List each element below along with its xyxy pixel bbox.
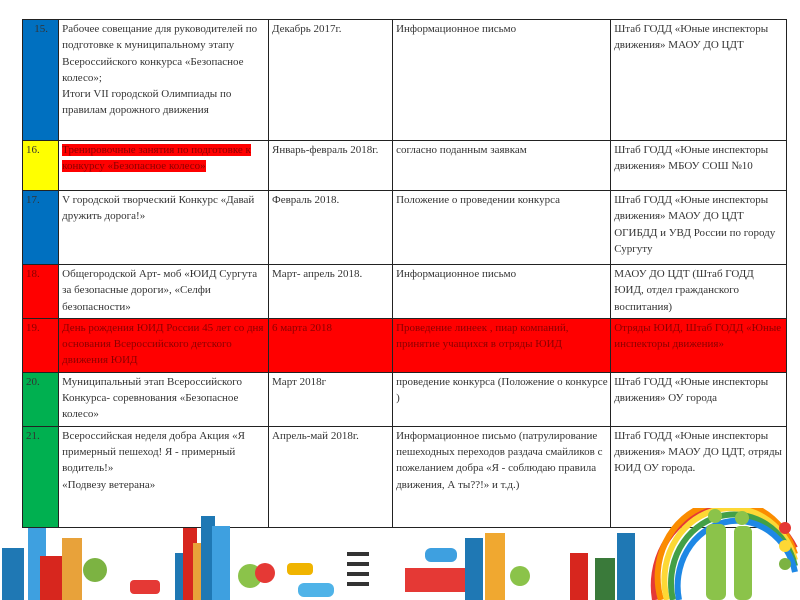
table-row <box>23 372 787 426</box>
events-table <box>22 19 787 528</box>
event-text: Всероссийская неделя добра Акция «Я примерный пешеход! Я - примерный водитель!» <box>62 429 245 475</box>
form-cell: Информационное письмо <box>393 265 611 319</box>
table-row <box>23 318 787 372</box>
city-skyline-illustration <box>0 508 800 600</box>
date-cell: Декабрь 2017г. <box>269 20 393 141</box>
responsible-cell: МАОУ ДО ЦДТ (Штаб ГОДД ЮИД, отдел гражданского воспитания) <box>611 265 787 319</box>
form-cell: Положение о проведении конкурса <box>393 191 611 265</box>
responsible-cell: Штаб ГОДД «Юные инспекторы движения» ОУ города <box>611 372 787 426</box>
event-cell: Муниципальный этап Всероссийского Конкурса- соревнования «Безопасное колесо» <box>59 372 269 426</box>
date-cell: Апрель-май 2018г. <box>269 426 393 527</box>
date-cell: Март- апрель 2018. <box>269 265 393 319</box>
row-number: 19. <box>23 318 59 372</box>
event-cell <box>59 20 269 141</box>
table-row <box>23 141 787 191</box>
event-cell: День рождения ЮИД России 45 лет со дня основания Всероссийского детского движения ЮИД <box>59 318 269 372</box>
traffic-light <box>779 522 791 570</box>
responsible-cell: Штаб ГОДД «Юные инспекторы движения» МАОУ ДО ЦДТ <box>611 20 787 141</box>
row-number: 16. <box>23 141 59 191</box>
event-text: Тренировочные занятия по подготовке к конкурсу «Безопасное колесо» <box>62 144 251 173</box>
date-cell: Январь-февраль 2018г. <box>269 141 393 191</box>
event-text: «Подвезу ветерана» <box>62 478 156 491</box>
event-cell: Общегородской Арт- моб «ЮИД Сургута за безопасные дороги», «Селфи безопасности» <box>59 265 269 319</box>
table-row <box>23 191 787 265</box>
row-number: 15. <box>23 20 59 141</box>
row-number: 20. <box>23 372 59 426</box>
event-text: Рабочее совещание для руководителей по подготовке к муниципальному этапу Всероссийского конкурса «Безопасное колесо»; <box>62 23 258 84</box>
date-cell: Февраль 2018. <box>269 191 393 265</box>
table-row <box>23 265 787 319</box>
responsible-cell: Отряды ЮИД, Штаб ГОДД «Юные инспекторы движения» <box>611 318 787 372</box>
responsible-cell: Штаб ГОДД «Юные инспекторы движения» МАОУ ДО ЦДТ, отряды ЮИД ОУ города. <box>611 426 787 527</box>
row-number: 18. <box>23 265 59 319</box>
form-cell: Проведение линеек , пиар компаний, принятие учащихся в отряды ЮИД <box>393 318 611 372</box>
event-cell: V городской творческий Конкурс «Давай дружить дорога!» <box>59 191 269 265</box>
event-text: Итоги VII городской Олимпиады по правилам дорожного движения <box>62 88 232 117</box>
date-cell: 6 марта 2018 <box>269 318 393 372</box>
responsible-cell: Штаб ГОДД «Юные инспекторы движения» МБОУ СОШ №10 <box>611 141 787 191</box>
form-cell: Информационное письмо (патрулирование пешеходных переходов раздача смайликов с пожеланием добра «Я - соблюдаю правила движения, А ты??!» и т.д.) <box>393 426 611 527</box>
form-cell: согласно поданным заявкам <box>393 141 611 191</box>
date-cell: Март 2018г <box>269 372 393 426</box>
row-number: 21. <box>23 426 59 527</box>
row-number: 17. <box>23 191 59 265</box>
form-cell: Информационное письмо <box>393 20 611 141</box>
table-row <box>23 20 787 141</box>
responsible-cell: Штаб ГОДД «Юные инспекторы движения» МАОУ ДО ЦДТ ОГИБДД и УВД России по городу Сургуту <box>611 191 787 265</box>
form-cell: проведение конкурса (Положение о конкурсе ) <box>393 372 611 426</box>
event-cell <box>59 141 269 191</box>
